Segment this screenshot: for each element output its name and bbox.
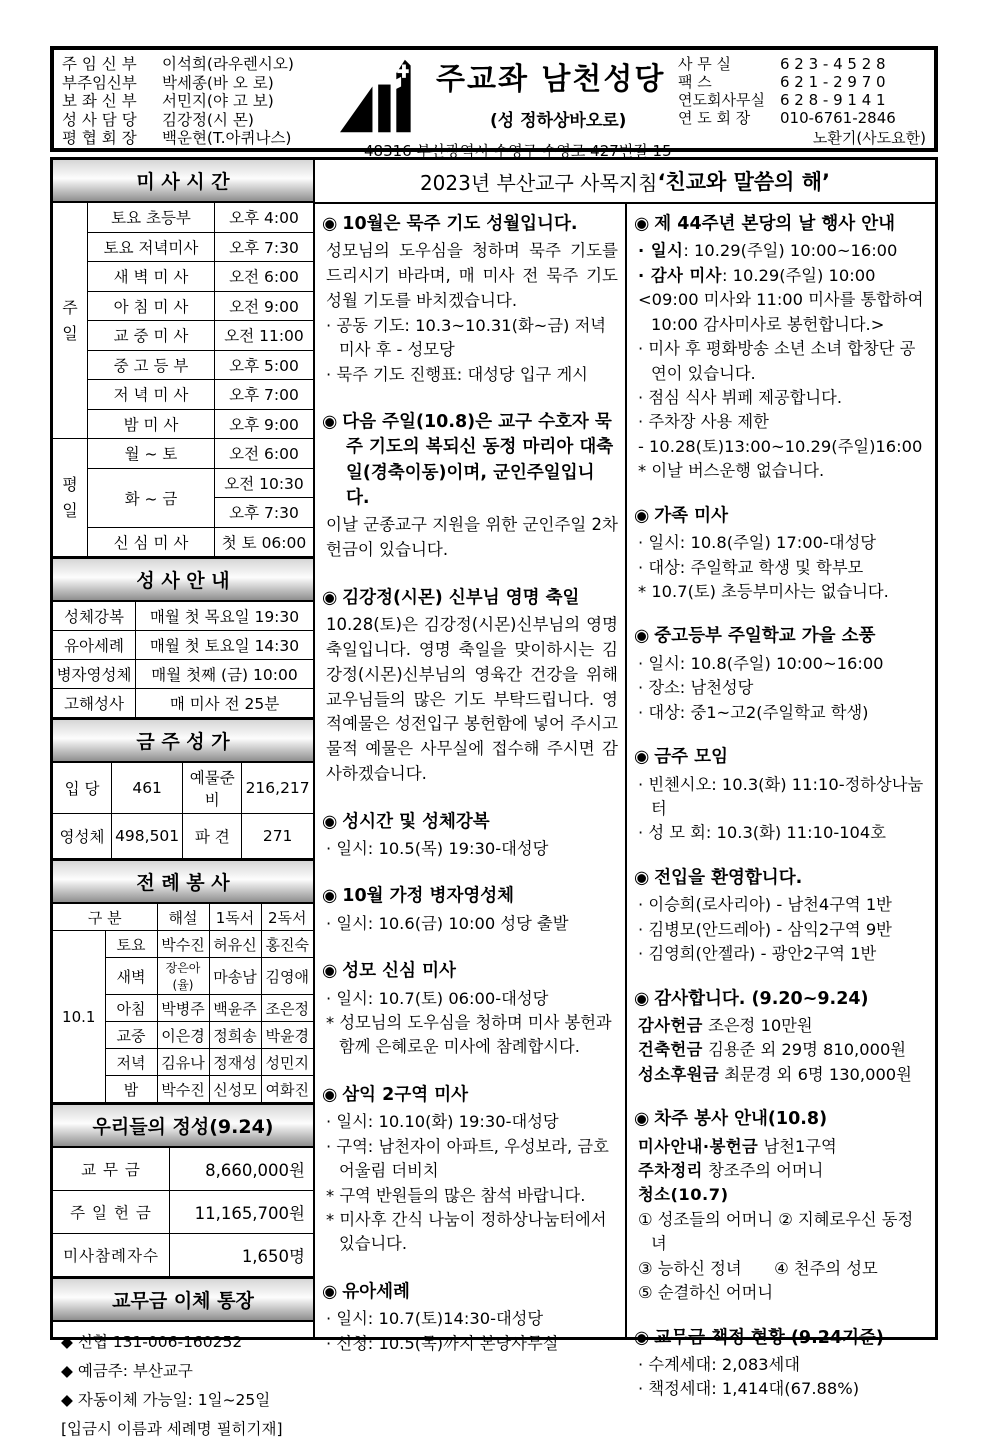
notice <box>634 987 928 1088</box>
cell: 오후 4:00 <box>215 203 314 232</box>
cell: 오후 5:00 <box>215 350 314 380</box>
notice <box>322 1083 618 1257</box>
text-line: * 성모님의 도우심을 청하며 미사 봉헌과 함께 은혜로운 미사에 참례합시다. <box>326 1013 612 1057</box>
notice-title <box>322 884 618 909</box>
notice-title-text: 10월 가정 병자영성체 <box>342 886 515 907</box>
staff-role: 부주임신부 <box>62 73 137 92</box>
cell: 새벽 <box>105 958 157 995</box>
contact-label: 연 도 회 장 <box>678 109 751 127</box>
text-line: ③ 능하신 정녀 ④ 천주의 성모 <box>638 1258 878 1278</box>
church-title: 주교좌 남천성당 <box>436 62 666 97</box>
cell: 교중 <box>105 1022 157 1049</box>
table-row <box>53 262 313 292</box>
notice-title <box>634 504 928 529</box>
contact-value: 6 2 1 - 2 9 7 0 <box>780 73 886 91</box>
notice-bullet-icon: ◉ <box>322 1084 338 1105</box>
notice-title <box>322 212 618 237</box>
notice-bullet-icon: ◉ <box>634 988 650 1009</box>
notice-items <box>322 1110 618 1257</box>
text-line: · 일시: 10.29(주일) 10:00~16:00 <box>638 241 898 261</box>
notice-items <box>634 652 928 725</box>
theme-text: 2023년 부산교구 사목지침 <box>419 170 658 195</box>
cell: 아 침 미 사 <box>88 291 215 321</box>
staff-row <box>62 129 330 148</box>
contact-value: 6 2 3 - 4 5 2 8 <box>780 55 886 73</box>
column-header: 1독서 <box>209 904 261 931</box>
notice-bullet-icon: ◉ <box>322 811 338 832</box>
text-line: ◆ 예금주: 부산교구 <box>61 1362 193 1380</box>
contact-row <box>678 55 926 73</box>
text-line: - 10.28(토)13:00~10.29(주일)16:00 <box>638 436 923 456</box>
notice-title-text: 10월은 묵주 기도 성월입니다. <box>342 214 578 234</box>
table-row <box>53 527 313 557</box>
notice-bullet-icon: ◉ <box>322 961 338 982</box>
notice-title <box>634 745 928 770</box>
text-line: · 일시: 10.7(토)14:30-대성당 <box>326 1309 544 1329</box>
notice-title <box>322 1083 618 1108</box>
cell: 매월 첫 목요일 19:30 <box>136 602 314 631</box>
main-box <box>50 157 938 1438</box>
mass-group-label: 평일 <box>53 439 88 557</box>
table-row <box>53 660 313 689</box>
devotion-table <box>53 1148 313 1277</box>
notice-title <box>322 1280 618 1305</box>
text-line: · 주차장 사용 제한 <box>638 412 769 432</box>
column-header: 2독서 <box>261 904 313 931</box>
notice-title-text: 성시간 및 성체강복 <box>342 811 490 832</box>
contact-label: 연도회사무실 <box>678 91 765 109</box>
cell: 파 견 <box>183 814 242 859</box>
staff-name: 이석희(라우렌시오) <box>162 55 294 73</box>
notice <box>322 959 618 1060</box>
notice-bullet-icon: ◉ <box>322 1281 338 1302</box>
notice-items <box>634 893 928 966</box>
notice-items <box>634 239 928 483</box>
notice-items <box>634 1014 928 1087</box>
notice-bullet-icon: ◉ <box>634 1327 650 1348</box>
contact-label: 사 무 실 <box>678 55 732 73</box>
table-row <box>53 689 313 718</box>
staff-row <box>62 74 330 93</box>
notice-title-text: 금주 모임 <box>654 747 728 768</box>
text-line: · 이승희(로사리아) - 남천4구역 1반 <box>638 895 892 915</box>
hymn-header: 금 주 성 가 <box>53 718 313 763</box>
notice-title <box>634 624 928 649</box>
staff-role: 주 임 신 부 <box>62 55 137 73</box>
table-row <box>53 763 313 814</box>
cell: 밤 <box>105 1076 157 1103</box>
column-header: 구 분 <box>53 904 157 931</box>
cell: 오후 9:00 <box>215 409 314 439</box>
cell: 오전 10:30 <box>215 468 314 498</box>
text-line: · 책정세대: 1,414대(67.88%) <box>638 1379 860 1399</box>
table-row <box>53 1191 313 1234</box>
notice-bullet-icon: ◉ <box>634 214 650 234</box>
text-line: · 일시: 10.5(목) 19:30-대성당 <box>326 838 549 858</box>
notice-title <box>322 586 618 611</box>
text-line: · 장소: 남천성당 <box>638 678 754 698</box>
text-line: ⑤ 순결하신 어머니 <box>638 1283 774 1303</box>
cell: 토요 저녁미사 <box>88 232 215 262</box>
sacrament-table <box>53 602 313 718</box>
notice <box>322 884 618 936</box>
notice-title-text: 감사합니다. (9.20~9.24) <box>654 988 869 1009</box>
table-row <box>53 439 313 469</box>
cell: 미사참례자수 <box>53 1234 170 1277</box>
notice-items <box>322 987 618 1060</box>
cell: 오후 7:30 <box>215 498 314 528</box>
notice-title-text: 가족 미사 <box>654 505 728 526</box>
table-row <box>53 631 313 660</box>
cell: 박병주 <box>157 995 209 1022</box>
cell: 저 녁 미 사 <box>88 380 215 410</box>
contact-value: 6 2 8 - 9 1 4 1 <box>780 91 886 109</box>
cell: 오전 6:00 <box>215 439 314 469</box>
staff-name: 김강정(시 몬) <box>162 110 254 129</box>
notice-title <box>634 212 928 237</box>
bank-info <box>53 1322 313 1452</box>
cell: 마송남 <box>209 958 261 995</box>
cell: 박수진 <box>157 1076 209 1103</box>
text-line: 청소(10.7) <box>638 1185 729 1205</box>
notice <box>322 586 618 787</box>
staff-name: 서민지(야 고 보) <box>162 92 274 111</box>
cell: 홍진숙 <box>261 931 313 958</box>
text-line: 미사안내·봉헌금 남천1구역 <box>638 1136 837 1156</box>
text-line: ① 성조들의 어머니 ② 지혜로우신 동정녀 <box>638 1209 914 1254</box>
notice-items <box>634 531 928 604</box>
notice-title <box>634 1107 928 1132</box>
middle-column <box>315 204 627 1353</box>
table-row <box>53 291 313 321</box>
cell: 216,217 <box>242 763 313 814</box>
text-line: 성소후원금 최문경 외 6명 130,000원 <box>638 1064 912 1084</box>
table-row <box>53 904 313 931</box>
notice-items <box>322 314 618 387</box>
notice-title-text: 전입을 환영합니다. <box>654 867 803 888</box>
table-row <box>53 232 313 262</box>
notice-bullet-icon: ◉ <box>634 747 650 768</box>
text-line: 감사헌금 조은정 10만원 <box>638 1015 813 1035</box>
notice-body: 10.28(토)은 김강정(시몬)신부님의 영명 축일입니다. 영명 축일을 맞이하시는 김강정(시몬)신부님의 영육간 건강을 위해 교우님들의 많은 기도 부탁드립니다. 영적예물은 성전입구 봉헌함에 넣어 주시고 물적 예물은 사무실에 접수해 주시면 감사하겠습니다. <box>326 615 618 783</box>
table-row <box>53 203 313 232</box>
contact-extra: 노환기(사도요한) <box>812 129 926 147</box>
text-line: [입금시 이름과 세례명 필히기재] <box>61 1420 283 1438</box>
cell: 박수진 <box>157 931 209 958</box>
notice-title-text: 유아세례 <box>342 1281 410 1302</box>
hymn-table <box>53 763 313 859</box>
contact-row <box>678 91 926 109</box>
text-line: * 10.7(토) 초등부미사는 없습니다. <box>638 582 889 601</box>
text-line: · 일시: 10.7(토) 06:00-대성당 <box>326 988 549 1008</box>
notice <box>634 504 928 605</box>
cell: 오후 7:30 <box>215 232 314 262</box>
notice-title <box>322 410 618 512</box>
staff-role: 성 사 담 당 <box>62 110 137 129</box>
staff-row <box>62 55 330 74</box>
cell: 매 미사 전 25분 <box>136 689 314 718</box>
cell: 김영애 <box>261 958 313 995</box>
cell: 유아세례 <box>53 631 136 660</box>
notice-items <box>322 1307 618 1356</box>
church-patron: (성 정하상바오로) <box>490 111 627 131</box>
text-line: · 점심 식사 뷔페 제공합니다. <box>638 388 843 407</box>
staff-row <box>62 92 330 111</box>
cell: 461 <box>112 763 183 814</box>
cell: 백윤주 <box>209 995 261 1022</box>
notice-body: 성모님의 도우심을 청하며 묵주 기도를 드리시기 바라며, 매 미사 전 묵주 기도 성월 기도를 바치겠습니다. <box>326 241 618 310</box>
rightmost-column <box>627 204 935 1399</box>
notice-columns <box>315 204 935 1399</box>
notice-items <box>634 773 928 846</box>
column-header: 해설 <box>157 904 209 931</box>
notice <box>634 1107 928 1305</box>
text-line: * 미사후 간식 나눔이 정하상나눔터에서 있습니다. <box>326 1210 607 1254</box>
staff-row <box>62 111 330 130</box>
notice-items <box>322 837 618 861</box>
cell: 김유나 <box>157 1049 209 1076</box>
cell: 오전 6:00 <box>215 262 314 292</box>
notice-title <box>634 987 928 1012</box>
cell: 오전 9:00 <box>215 291 314 321</box>
cell: 토요 초등부 <box>88 203 215 232</box>
notice-items <box>322 912 618 936</box>
notice-title-text: 김강정(시몬) 신부님 영명 축일 <box>342 587 580 608</box>
notice <box>634 745 928 846</box>
liturgy-service-table <box>53 904 313 1103</box>
text-line: · 일시: 10.6(금) 10:00 성당 출발 <box>326 913 569 933</box>
cell: 입 당 <box>53 763 112 814</box>
text-line: <09:00 미사와 11:00 미사를 통합하여 10:00 감사미사로 봉헌합니다.> <box>638 290 924 334</box>
cell: 271 <box>242 814 313 859</box>
notice-body: 이날 군종교구 지원을 위한 군인주일 2차헌금이 있습니다. <box>326 515 618 560</box>
notice-bullet-icon: ◉ <box>322 886 338 907</box>
cell: 정재성 <box>209 1049 261 1076</box>
cell: 오전 11:00 <box>215 321 314 351</box>
cell: 여화진 <box>261 1076 313 1103</box>
header <box>50 46 938 160</box>
cell: 성체강복 <box>53 602 136 631</box>
text-line: * 구역 반원들의 많은 참석 바랍니다. <box>326 1185 586 1205</box>
table-row <box>53 602 313 631</box>
notice <box>634 1326 928 1402</box>
notice-title <box>634 1326 928 1351</box>
cell: 교 무 금 <box>53 1148 170 1191</box>
notice-title-text: 다음 주일(10.8)은 교구 수호자 묵주 기도의 복되신 동정 마리아 대축일(경축이동)이며, 군인주일입니다. <box>342 411 614 509</box>
notice <box>322 810 618 862</box>
cell: 화 ~ 금 <box>88 468 215 527</box>
cell: 새 벽 미 사 <box>88 262 215 292</box>
notice-title <box>322 810 618 835</box>
text-line: · 김영희(안젤라) - 광안2구역 1반 <box>638 944 877 964</box>
text-line: · 묵주 기도 진행표: 대성당 입구 게시 <box>326 364 588 384</box>
notice-items <box>634 1135 928 1306</box>
notice <box>322 1280 618 1356</box>
notice <box>634 624 928 725</box>
left-column <box>53 160 315 1438</box>
text-line: · 대상: 주일학교 학생 및 학부모 <box>638 557 864 577</box>
text-line: · 대상: 중1~고2(주일학교 학생) <box>638 702 869 722</box>
cell: 498,501 <box>112 814 183 859</box>
text-line: ◆ 신협 131-006-160252 <box>61 1333 243 1351</box>
cell: 예물준비 <box>183 763 242 814</box>
notice-bullet-icon: ◉ <box>634 626 650 647</box>
notice-title-text: 중고등부 주일학교 가을 소풍 <box>654 626 876 647</box>
notice-bullet-icon: ◉ <box>322 587 338 608</box>
text-line: · 성 모 회: 10.3(화) 11:10-104호 <box>638 823 887 843</box>
right-area <box>315 160 935 1399</box>
text-line: · 감사 미사: 10.29(주일) 10:00 <box>638 265 876 285</box>
text-line: · 신청: 10.5(목)까지 본당사무실 <box>326 1333 559 1353</box>
contact-row <box>678 109 926 127</box>
notice <box>634 212 928 484</box>
contact-label: 팩 스 <box>678 73 712 91</box>
cell: 토요 <box>105 931 157 958</box>
text-line: · 김병모(안드레아) - 삼익2구역 9반 <box>638 919 892 939</box>
text-line: · 미사 후 평화방송 소년 소녀 합창단 공연이 있습니다. <box>638 339 916 383</box>
cell: 오후 7:00 <box>215 380 314 410</box>
mass-group-label: 주일 <box>53 203 88 439</box>
text-line: 주차정리 창조주의 어머니 <box>638 1161 824 1180</box>
notice <box>322 410 618 563</box>
notice-bullet-icon: ◉ <box>634 867 650 888</box>
cell: 조은정 <box>261 995 313 1022</box>
text-line: · 일시: 10.10(화) 19:30-대성당 <box>326 1112 559 1132</box>
notice-title-text: 교무금 책정 현황 (9.24기준) <box>654 1327 884 1348</box>
cell: 8,660,000원 <box>170 1148 314 1191</box>
church-identity <box>336 50 676 160</box>
notice-bullet-icon: ◉ <box>634 505 650 526</box>
staff-role: 평 협 회 장 <box>62 129 137 148</box>
notice-bullet-icon: ◉ <box>634 1109 650 1130</box>
cell: 주 일 헌 금 <box>53 1191 170 1234</box>
staff-name: 박세종(바 오 로) <box>162 73 274 92</box>
contact-value: 010-6761-2846 <box>780 109 896 127</box>
cell: 허유신 <box>209 931 261 958</box>
church-logo-icon <box>338 54 426 142</box>
cell: 매월 첫째 (금) 10:00 <box>136 660 314 689</box>
cell: 첫 토 06:00 <box>215 527 314 557</box>
table-row <box>53 380 313 410</box>
cell: 11,165,700원 <box>170 1191 314 1234</box>
text-line: · 구역: 남천자이 아파트, 우성보라, 금호어울림 더비치 <box>326 1136 609 1181</box>
liturgy-service-header: 전 례 봉 사 <box>53 859 313 904</box>
notice <box>634 866 928 967</box>
cell: 고해성사 <box>53 689 136 718</box>
bank-header: 교무금 이체 통장 <box>53 1277 313 1322</box>
table-row <box>53 1234 313 1277</box>
mass-times-header: 미 사 시 간 <box>53 160 313 203</box>
mass-times-table <box>53 203 313 557</box>
text-line: · 공동 기도: 10.3~10.31(화~금) 저녁미사 후 - 성모당 <box>326 315 607 360</box>
staff-list <box>54 50 336 148</box>
church-address: 48316 부산광역시 수영구 수영로 427번길 15 <box>364 142 672 160</box>
notice-items <box>634 1353 928 1402</box>
contact-list <box>676 50 934 148</box>
cell: 신 심 미 사 <box>88 527 215 557</box>
cell: 아침 <box>105 995 157 1022</box>
cell: 장은아(율) <box>157 958 209 995</box>
notice-title <box>634 866 928 891</box>
table-row <box>53 814 313 859</box>
cell: 성민지 <box>261 1049 313 1076</box>
text-line: · 빈첸시오: 10.3(화) 11:10-정하상나눔터 <box>638 774 924 818</box>
contact-row <box>678 73 926 91</box>
table-row <box>53 350 313 380</box>
notice-bullet-icon: ◉ <box>322 411 338 432</box>
cell: 중 고 등 부 <box>88 350 215 380</box>
cell: 이은경 <box>157 1022 209 1049</box>
cell: 영성체 <box>53 814 112 859</box>
text-line: ◆ 자동이체 가능일: 1일~25일 <box>61 1391 271 1409</box>
staff-role: 보 좌 신 부 <box>62 92 137 111</box>
cell: 신성모 <box>209 1076 261 1103</box>
pastoral-theme-title <box>315 160 935 204</box>
staff-name: 백운현(T.아퀴나스) <box>162 129 292 148</box>
bulletin-sheet <box>50 46 938 1438</box>
notice <box>322 212 618 387</box>
notice-title-text: 제 44주년 본당의 날 행사 안내 <box>654 214 896 234</box>
cell: 교 중 미 사 <box>88 321 215 351</box>
cell: 1,650명 <box>170 1234 314 1277</box>
table-row <box>53 468 313 498</box>
table-row <box>53 409 313 439</box>
cell: 밤 미 사 <box>88 409 215 439</box>
notice-title-text: 삼익 2구역 미사 <box>342 1084 469 1105</box>
notice-bullet-icon: ◉ <box>322 214 338 234</box>
sacrament-header: 성 사 안 내 <box>53 557 313 602</box>
notice-title-text: 차주 봉사 안내(10.8) <box>654 1109 828 1130</box>
table-row <box>53 321 313 351</box>
text-line: * 이날 버스운행 없습니다. <box>638 461 825 481</box>
table-row <box>53 931 313 958</box>
service-date: 10.1 <box>53 931 105 1103</box>
text-line: · 일시: 10.8(주일) 10:00~16:00 <box>638 653 884 673</box>
text-line: · 일시: 10.8(주일) 17:00-대성당 <box>638 533 877 553</box>
cell: 저녁 <box>105 1049 157 1076</box>
table-row <box>53 1148 313 1191</box>
cell: 정희송 <box>209 1022 261 1049</box>
cell: 매월 첫 토요일 14:30 <box>136 631 314 660</box>
cell: 병자영성체 <box>53 660 136 689</box>
notice-title <box>322 959 618 984</box>
devotion-header: 우리들의 정성(9.24) <box>53 1103 313 1148</box>
theme-bold: ‘친교와 말씀의 해’ <box>657 170 831 194</box>
text-line: · 수계세대: 2,083세대 <box>638 1355 800 1374</box>
cell: 박윤경 <box>261 1022 313 1049</box>
notice-title-text: 성모 신심 미사 <box>342 961 456 982</box>
cell: 월 ~ 토 <box>88 439 215 469</box>
text-line: 건축헌금 김용준 외 29명 810,000원 <box>638 1040 907 1060</box>
